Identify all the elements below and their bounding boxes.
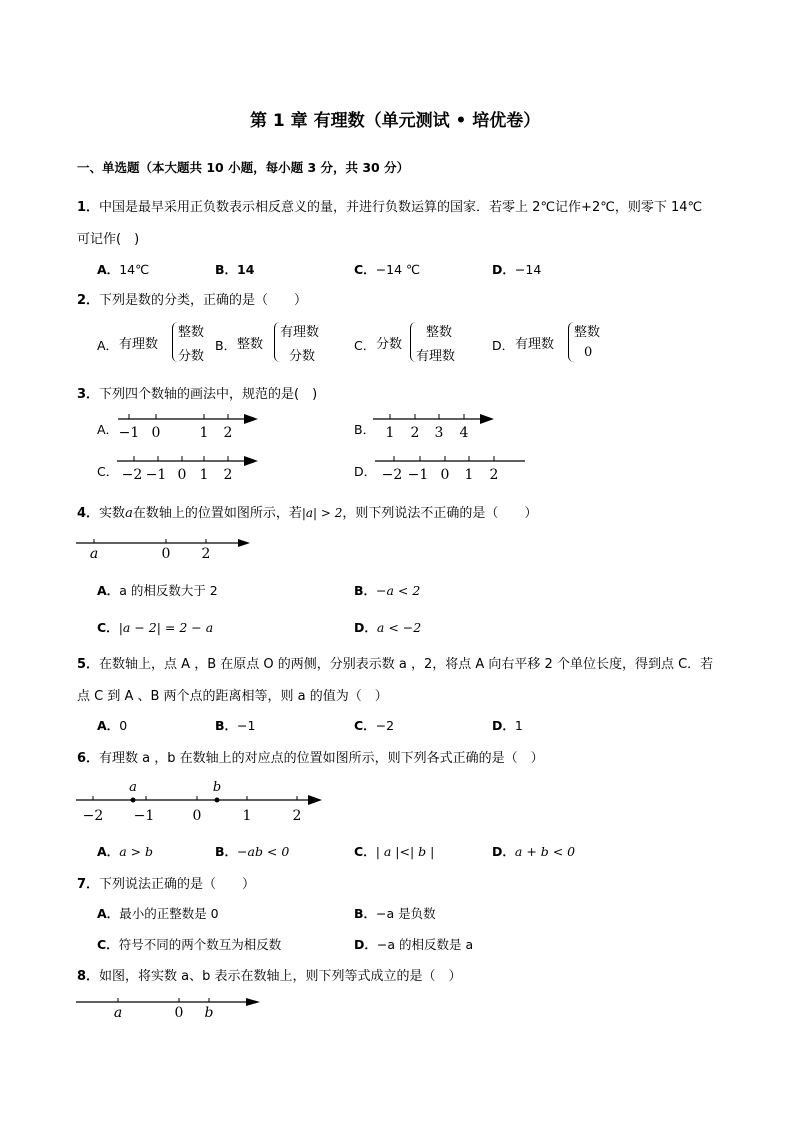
option-label: D． — [354, 620, 377, 635]
q5-option-a[interactable] — [97, 716, 127, 734]
question-number: 3． — [77, 387, 100, 402]
q2-option-a-top: 整数 — [178, 325, 205, 340]
question-text: 下列是数的分类，正确的是（ ） — [99, 293, 308, 308]
question-number: 5． — [77, 657, 100, 672]
math-expression: |a| > 2 — [301, 506, 343, 520]
tick-label: 1 — [385, 425, 395, 441]
question-text: 在数轴上的位置如图所示，若 — [132, 506, 302, 521]
question-number: 2． — [77, 293, 100, 308]
option-label: B． — [215, 718, 238, 733]
question-2 — [77, 289, 307, 308]
tick-label: −2 — [121, 467, 143, 483]
question-text: 中国是最早采用正负数表示相反意义的量，并进行负数运算的国家．若零上 2℃记作+2℃，则零下 14℃ — [99, 200, 703, 215]
point-label: b — [212, 780, 222, 795]
option-label: B． — [354, 583, 377, 598]
option-label: D． — [492, 718, 515, 733]
q5-option-d[interactable] — [492, 716, 523, 734]
question-6 — [77, 747, 544, 766]
option-text: 1 — [514, 718, 523, 733]
q8-number-line — [70, 994, 270, 1024]
option-label: A． — [97, 906, 120, 921]
question-number: 7． — [77, 877, 100, 892]
tick-label: 0 — [174, 1005, 184, 1021]
q3-option-a-label[interactable]: A． — [97, 422, 119, 437]
tick-label: 0 — [151, 425, 161, 441]
q6-option-d[interactable] — [492, 842, 575, 860]
tick-label: 2 — [489, 467, 499, 483]
axis-arrow — [480, 414, 494, 424]
point-label: a — [129, 780, 137, 795]
q4-option-b[interactable] — [354, 581, 420, 599]
tick-label: −1 — [145, 467, 167, 483]
option-text: −a 是负数 — [376, 906, 436, 921]
q2-option-b-head: 整数 — [237, 337, 264, 352]
option-label: C． — [354, 844, 376, 859]
option-text: a + b < 0 — [514, 844, 576, 859]
axis-arrow — [244, 414, 258, 424]
option-text: −a 的相反数是 a — [376, 937, 474, 952]
question-text: 下列四个数轴的画法中，规范的是( ) — [99, 387, 318, 402]
tick-label: b — [204, 1005, 214, 1021]
tick-label: −2 — [82, 808, 104, 824]
q7-option-b[interactable] — [354, 904, 436, 922]
question-text: 在数轴上，点 A ，B 在原点 O 的两侧，分别表示数 a ，2，将点 A 向右平移 2 个单位长度，得到点 C．若 — [99, 657, 714, 672]
q6-option-c[interactable] — [354, 842, 434, 860]
tick-label: −1 — [407, 467, 429, 483]
option-label: C． — [97, 620, 119, 635]
option-text: | a |<| b | — [375, 844, 435, 859]
tick-label: 0 — [161, 546, 171, 562]
option-text: 14 — [237, 262, 255, 277]
q3-option-b-label[interactable]: B． — [354, 422, 376, 437]
option-text: a 的相反数大于 2 — [119, 583, 218, 598]
q7-option-c[interactable] — [97, 935, 281, 953]
option-label: C． — [354, 262, 376, 277]
question-4 — [77, 502, 537, 521]
question-number: 1． — [77, 200, 100, 215]
question-number: 8． — [77, 969, 100, 984]
q3-option-d-label[interactable]: D． — [354, 464, 377, 479]
option-text: 最小的正整数是 0 — [119, 906, 219, 921]
q3-axis-a — [110, 408, 260, 442]
page-title: 第 1 章 有理数（单元测试 • 培优卷） — [250, 111, 541, 131]
option-label: B． — [215, 844, 238, 859]
question-text: 实数 — [99, 506, 126, 521]
q2-option-a-label[interactable]: A． — [97, 338, 119, 353]
tick-label: 2 — [223, 467, 233, 483]
option-text: 0 — [119, 718, 128, 733]
tick-label: 2 — [201, 546, 211, 562]
point-b — [215, 798, 220, 803]
q6-number-line — [70, 778, 330, 828]
q2-option-c-bottom: 有理数 — [416, 349, 456, 364]
question-7 — [77, 873, 255, 892]
option-text: a < −2 — [376, 620, 422, 635]
q2-option-d-bottom: 0 — [584, 345, 593, 360]
tick-label: a — [113, 1005, 123, 1021]
q1-option-b[interactable] — [215, 260, 254, 278]
option-text: −2 — [375, 718, 395, 733]
q2-option-b-bottom: 分数 — [289, 349, 316, 364]
q3-option-c-label[interactable]: C． — [97, 464, 119, 479]
option-label: D． — [492, 844, 515, 859]
q4-option-c[interactable] — [97, 618, 213, 636]
tick-label: 4 — [459, 425, 469, 441]
q3-axis-b — [368, 408, 498, 442]
tick-label: −2 — [381, 467, 403, 483]
axis-arrow — [246, 998, 260, 1006]
question-5 — [77, 653, 713, 672]
tick-label: 0 — [192, 808, 202, 824]
axis-arrow — [238, 539, 250, 547]
q2-option-d-top: 整数 — [574, 325, 601, 340]
option-label: D． — [492, 262, 515, 277]
tick-label: 2 — [292, 808, 302, 824]
option-text: −ab < 0 — [237, 844, 290, 859]
option-label: B． — [354, 906, 377, 921]
q1-option-d[interactable] — [492, 260, 541, 278]
tick-label: 2 — [223, 425, 233, 441]
option-text: −14 ℃ — [375, 262, 421, 277]
option-text: 符号不同的两个数互为相反数 — [118, 937, 282, 952]
question-number: 4． — [77, 506, 100, 521]
option-label: A． — [97, 262, 120, 277]
tick-label: −1 — [133, 808, 155, 824]
q3-axis-d — [370, 450, 530, 484]
option-label: D． — [354, 937, 377, 952]
q5-option-c[interactable] — [354, 716, 394, 734]
option-label: A． — [97, 583, 120, 598]
tick-label: 2 — [410, 425, 420, 441]
question-3 — [77, 383, 317, 402]
tick-label: 1 — [199, 425, 209, 441]
tick-label: 3 — [434, 425, 444, 441]
q2-option-c-label[interactable]: C． — [354, 338, 376, 353]
tick-label: 0 — [177, 467, 187, 483]
question-number: 6． — [77, 751, 100, 766]
q4-option-a[interactable] — [97, 581, 218, 599]
axis-arrow — [308, 795, 322, 805]
option-text: −a < 2 — [376, 583, 421, 598]
option-text: a > b — [119, 844, 154, 859]
tick-label: 0 — [440, 467, 450, 483]
q7-option-a[interactable] — [97, 904, 219, 922]
tick-label: 1 — [464, 467, 474, 483]
q4-number-line — [70, 533, 260, 563]
question-8 — [77, 965, 462, 984]
q2-option-b-label[interactable]: B． — [215, 338, 237, 353]
question-1 — [77, 196, 702, 215]
question-text: 如图，将实数 a、b 表示在数轴上，则下列等式成立的是（ ） — [99, 969, 462, 984]
question-5-line-2: 点 C 到 A 、B 两个点的距离相等，则 a 的值为（ ） — [77, 689, 388, 704]
math-var: a — [125, 506, 133, 521]
tick-label: −1 — [118, 425, 140, 441]
q4-option-d[interactable] — [354, 618, 421, 636]
option-label: C． — [97, 937, 119, 952]
option-text: −1 — [237, 718, 256, 733]
q6-option-b[interactable] — [215, 842, 289, 860]
option-text: |a − 2| = 2 − a — [118, 620, 214, 635]
option-label: A． — [97, 844, 120, 859]
option-label: A． — [97, 718, 120, 733]
q2-option-d-label[interactable]: D． — [492, 338, 515, 353]
question-text: 有理数 a ，b 在数轴上的对应点的位置如图所示，则下列各式正确的是（ ） — [99, 751, 544, 766]
option-text: 14℃ — [119, 262, 150, 277]
option-label: B． — [215, 262, 238, 277]
q6-option-a[interactable] — [97, 842, 153, 860]
question-text: 下列说法正确的是（ ） — [99, 877, 256, 892]
point-a — [131, 798, 136, 803]
tick-label: 1 — [199, 467, 209, 483]
q3-axis-c — [112, 450, 262, 484]
q2-option-a-head: 有理数 — [119, 337, 159, 352]
option-text: −14 — [514, 262, 542, 277]
q2-option-c-head: 分数 — [376, 337, 403, 352]
tick-label: a — [89, 546, 99, 562]
option-label: C． — [354, 718, 376, 733]
q1-option-c[interactable] — [354, 260, 420, 278]
question-1-line-2: 可记作( ) — [77, 232, 140, 247]
section-header: 一、单选题（本大题共 10 小题，每小题 3 分，共 30 分） — [77, 160, 410, 175]
q1-option-a[interactable] — [97, 260, 149, 278]
q2-option-a-bottom: 分数 — [178, 349, 205, 364]
tick-label: 1 — [242, 808, 252, 824]
q2-option-d-head: 有理数 — [515, 337, 555, 352]
axis-arrow — [244, 456, 258, 466]
q7-option-d[interactable] — [354, 935, 473, 953]
q2-option-c-top: 整数 — [426, 325, 453, 340]
q5-option-b[interactable] — [215, 716, 255, 734]
question-text: ，则下列说法不正确的是（ ） — [342, 506, 538, 521]
q2-option-b-top: 有理数 — [280, 325, 320, 340]
